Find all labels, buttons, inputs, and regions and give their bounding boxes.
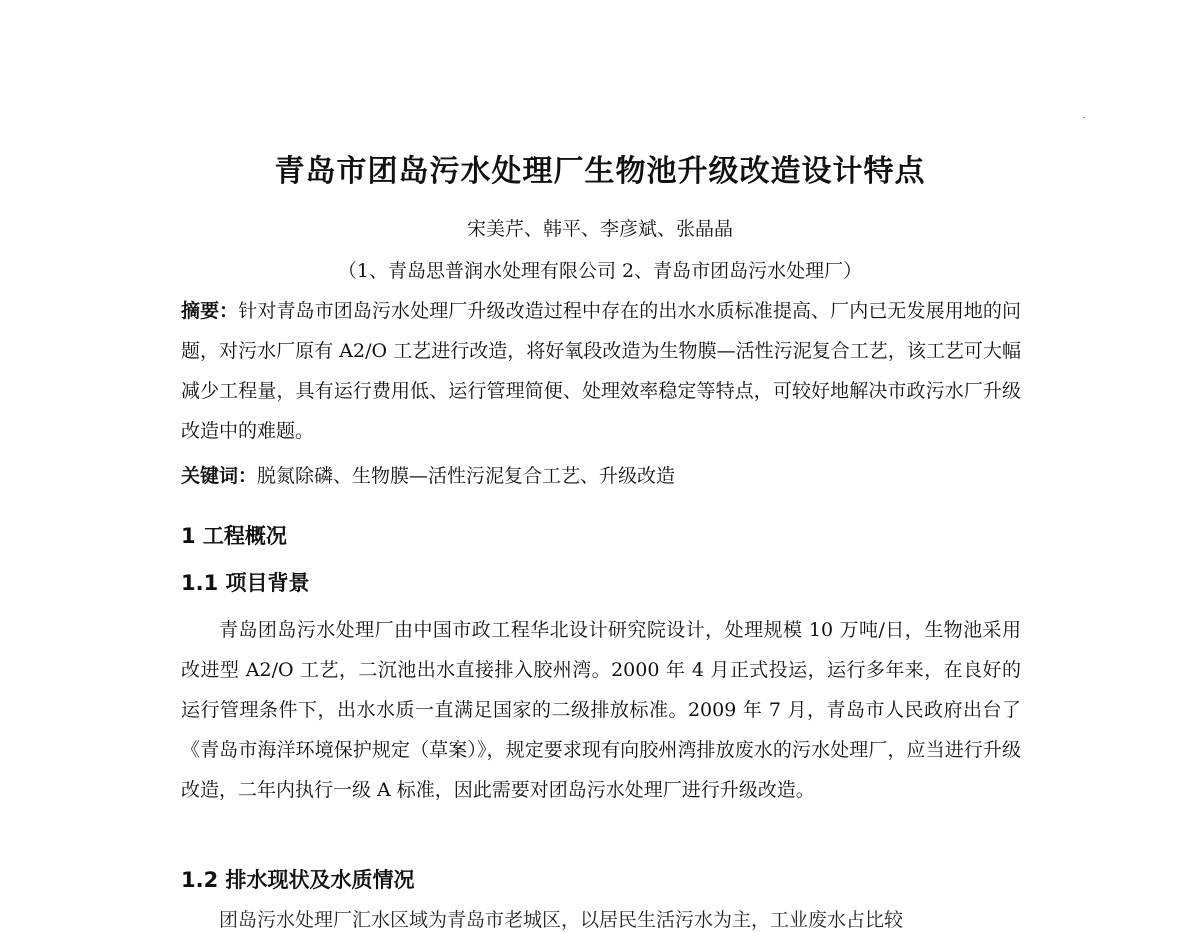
cropped-text-line [181,908,1021,931]
section-heading-1-1: 1.1 项目背景 [181,571,310,595]
author-list: 宋美芹、韩平、李彦斌、张晶晶 [466,218,733,240]
keywords [181,456,1021,496]
abstract-text: 针对青岛市团岛污水处理厂升级改造过程中存在的出水水质标准提高、厂内已无发展用地的问题，对污水厂原有 A2/O 工艺进行改造，将好氧段改造为生物膜—活性污泥复合工艺，该工艺可大幅减少工程量，具有运行费用低、运行管理简便、处理效率稳定等特点，可较好地解决市政污水厂升级改造中的难题。 [181,300,1021,442]
abstract [181,291,1021,451]
abstract-label: 摘要： [181,300,239,322]
paper-title: 青岛市团岛污水处理厂生物池升级改造设计特点 [274,154,926,189]
background-paragraph: 青岛团岛污水处理厂由中国市政工程华北设计研究院设计，处理规模 10 万吨/日，生物池采用改进型 A2/O 工艺，二沉池出水直接排入胶州湾。2000 年 4 月正式投运，运行多年来，在良好的运行管理条件下，出水水质一直满足国家的二级排放标准。2009 年 7 月，青岛市人民政府出台了《青岛市海洋环境保护规定（草案）》，规定要求现有向胶州湾排放废水的污水处理厂，应当进行升级改造，二年内执行一级 A 标准，因此需要对团岛污水处理厂进行升级改造。 [181,619,1021,801]
scan-speck [1083,117,1085,118]
affiliation: （1、青岛思普润水处理有限公司 2、青岛市团岛污水处理厂） [337,260,863,282]
section-heading-1: 1 工程概况 [181,524,287,548]
cropped-text: 团岛污水处理厂汇水区域为青岛市老城区，以居民生活污水为主，工业废水占比较 [219,909,904,931]
keywords-text: 脱氮除磷、生物膜—活性污泥复合工艺、升级改造 [257,465,676,487]
section-heading-1-2: 1.2 排水现状及水质情况 [181,868,415,892]
keywords-label: 关键词： [181,465,258,487]
